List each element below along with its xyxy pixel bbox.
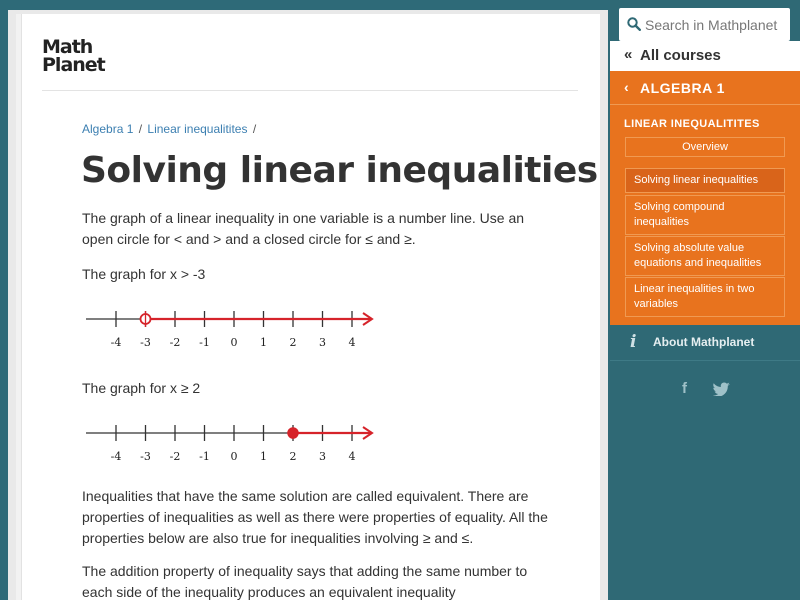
breadcrumb-separator: /	[252, 122, 257, 136]
facebook-icon[interactable]: f	[682, 380, 687, 397]
number-line-tick-label: -3	[140, 450, 151, 463]
number-line-tick-label: 2	[289, 450, 297, 463]
logo-line-2: Planet	[42, 54, 105, 76]
number-line-tick-label: -2	[169, 336, 181, 349]
number-line-tick-label: -2	[169, 450, 181, 463]
double-chevron-left-icon: «	[624, 46, 633, 63]
about-label: About Mathplanet	[653, 335, 755, 349]
nav-item-solving-compound-inequalities[interactable]: Solving compound inequalities	[625, 195, 785, 235]
breadcrumb	[82, 122, 258, 136]
breadcrumb-separator: /	[138, 122, 143, 136]
about-mathplanet-link[interactable]	[610, 325, 800, 361]
number-line-tick-label: -4	[110, 450, 122, 463]
chevron-left-icon: ‹	[624, 79, 629, 95]
search-box[interactable]	[619, 8, 790, 41]
nav-item-absolute-value[interactable]: Solving absolute value equations and inequalities	[625, 236, 785, 276]
number-line-tick-label: 1	[260, 450, 267, 463]
nav-item-solving-linear-inequalities[interactable]: Solving linear inequalities	[625, 168, 785, 193]
intro-paragraph: The graph of a linear inequality in one variable is a number line. Use an open circle for < and > and a closed circle for ≤ and ≥.	[82, 210, 525, 247]
info-icon: i	[630, 332, 637, 352]
content-page	[16, 14, 600, 600]
number-line-tick-label: 3	[319, 450, 326, 463]
number-line-tick-label: 4	[348, 336, 356, 349]
overview-link[interactable]: Overview	[625, 137, 785, 157]
search-input[interactable]	[645, 8, 788, 41]
number-line-tick-label: -3	[140, 336, 151, 349]
logo-line-1: Math	[42, 36, 93, 58]
header-divider	[42, 90, 578, 91]
twitter-icon[interactable]	[713, 382, 731, 396]
graph-1-caption: The graph for x > -3	[82, 266, 206, 282]
course-link-algebra-1[interactable]	[610, 71, 800, 105]
nav-item-linear-inequalities-two-variables[interactable]: Linear inequalities in two variables	[625, 277, 785, 317]
all-courses-link[interactable]	[610, 41, 800, 71]
number-line-2	[82, 418, 382, 470]
number-line-1	[82, 304, 382, 356]
number-line-tick-label: 0	[230, 450, 238, 463]
graph-2-caption: The graph for x ≥ 2	[82, 380, 201, 396]
number-line-tick-label: 1	[260, 336, 267, 349]
section-heading: LINEAR INEQUALITITES	[624, 118, 760, 130]
number-line-tick-label: -1	[199, 336, 210, 349]
course-menu	[610, 71, 800, 325]
all-courses-label: All courses	[640, 47, 721, 64]
number-line-tick-label: -4	[110, 336, 122, 349]
page-title: Solving linear inequalities	[81, 150, 598, 191]
search-icon[interactable]	[627, 17, 641, 31]
breadcrumb-link-linear-inequalities[interactable]: Linear inequalitites	[147, 122, 248, 136]
number-line-tick-label: 3	[319, 336, 326, 349]
addition-property-paragraph: The addition property of inequality says that adding the same number to each side of the inequality produces an equivalent inequality	[82, 563, 528, 600]
number-line-tick-label: -1	[199, 450, 210, 463]
number-line-tick-label: 0	[230, 336, 238, 349]
equivalent-paragraph: Inequalities that have the same solution are called equivalent. There are properties of inequalities as well as there were properties of equality. All the properties below are also true for inequalities involving ≥ and ≤.	[82, 488, 548, 546]
mathplanet-logo[interactable]	[42, 38, 112, 78]
page-edge	[16, 14, 22, 600]
breadcrumb-link-algebra-1[interactable]: Algebra 1	[82, 122, 134, 136]
course-label: ALGEBRA 1	[640, 80, 725, 96]
number-line-tick-label: 4	[348, 450, 356, 463]
closed-circle-point	[288, 428, 298, 438]
number-line-tick-label: 2	[289, 336, 297, 349]
